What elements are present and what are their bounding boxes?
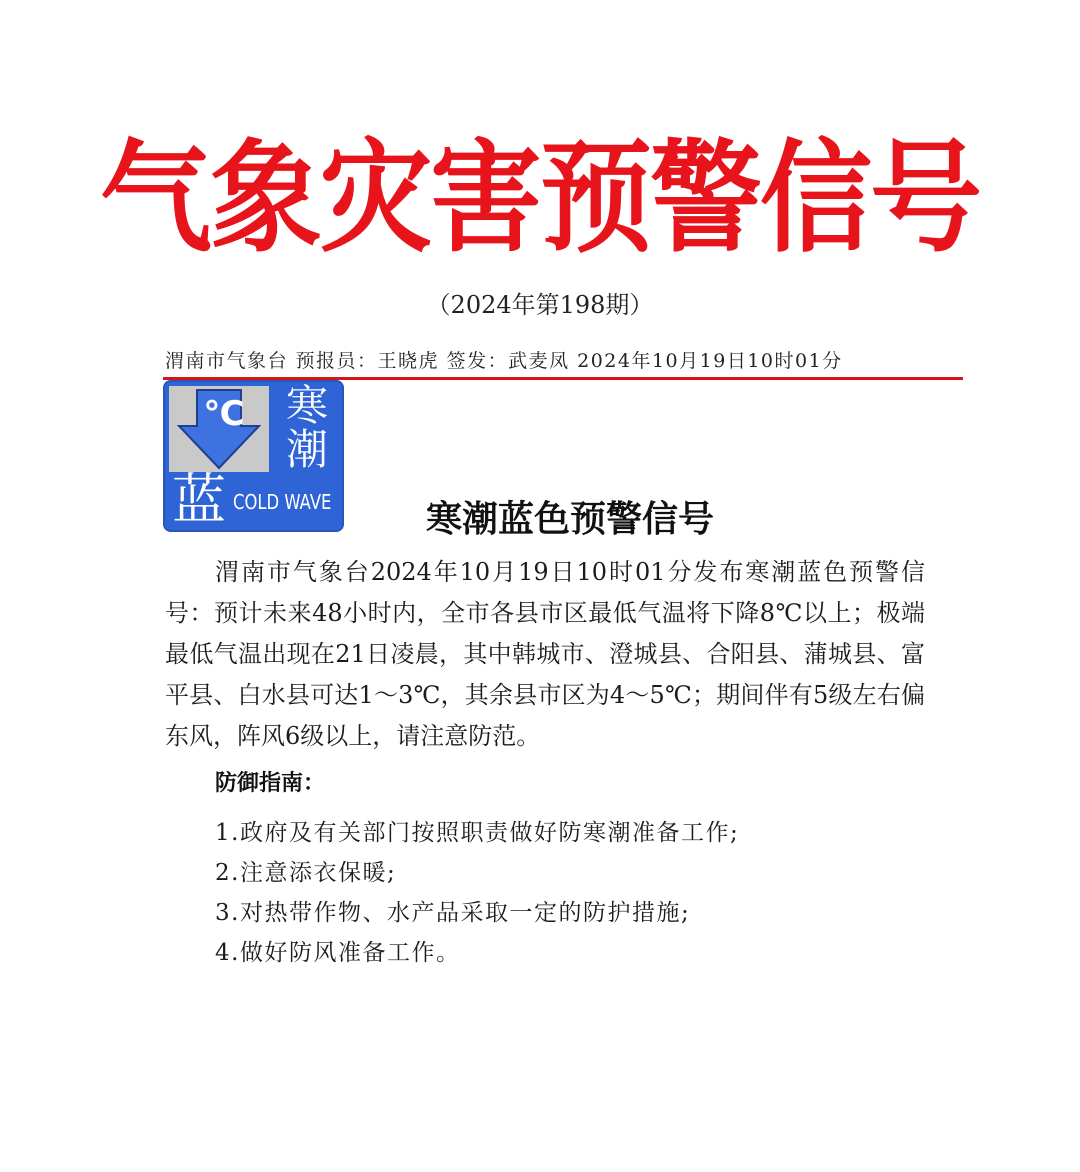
issue-number: （2024年第198期）: [426, 291, 654, 319]
byline: 渭南市气象台 预报员：王晓虎 签发：武麦凤 2024年10月19日10时01分: [165, 350, 843, 372]
document-title: 气象灾害预警信号: [100, 128, 980, 270]
warning-body: 渭南市气象台2024年10月19日10时01分发布寒潮蓝色预警信号：预计未来48小时内，全市各县市区最低气温将下降8℃以上；极端最低气温出现在21日凌晨，其中韩城市、澄城县、合阳县、蒲城县、富平县、白水县可达1～3℃，其余县市区为4～5℃；期间伴有5级左右偏东风，阵风6级以上，请注意防范。: [165, 558, 925, 750]
cold-wave-blue-icon: [163, 380, 344, 532]
degree-symbol: ℃: [203, 394, 245, 434]
icon-type-text: 寒潮: [285, 381, 328, 474]
list-item: 1.政府及有关部门按照职责做好防寒潮准备工作;: [215, 820, 740, 846]
list-item: 3.对热带作物、水产品采取一定的防护措施;: [215, 900, 691, 926]
defense-list: [215, 813, 739, 973]
list-item: 4.做好防风准备工作。: [215, 940, 461, 966]
defense-heading: 防御指南：: [215, 771, 326, 796]
list-item: 2.注意添衣保暖;: [215, 860, 397, 886]
signal-heading: 寒潮蓝色预警信号: [425, 499, 714, 540]
icon-level-text: 蓝: [172, 468, 226, 531]
icon-english-label: COLD WAVE: [233, 490, 332, 514]
